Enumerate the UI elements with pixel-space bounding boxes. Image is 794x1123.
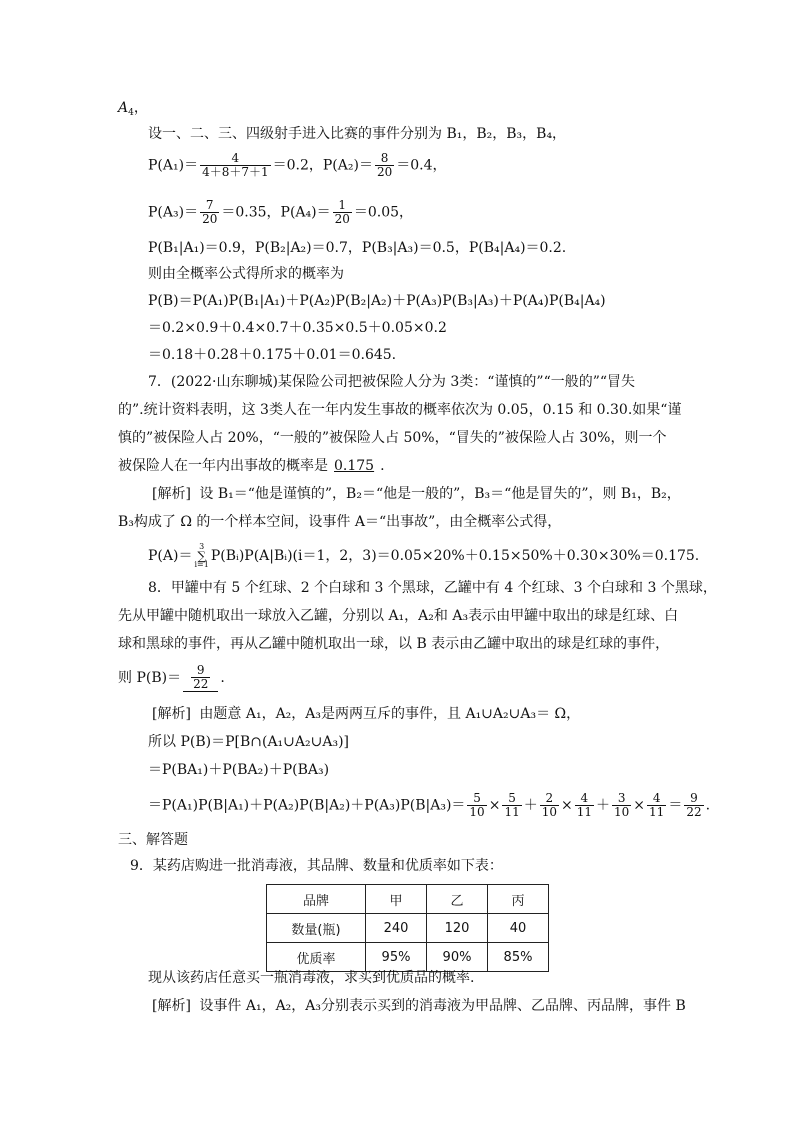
question-7-line: 慎的”被保险人占 20%，“一般的”被保险人占 50%，“冒失的”被保险人占 30%，则一个	[118, 430, 667, 446]
formula-line: ＝0.2×0.9＋0.4×0.7＋0.35×0.5＋0.05×0.2	[148, 320, 447, 336]
fraction: $\frac{9}{22}$	[686, 791, 702, 819]
question-8-line: 则 P(B)＝ $\frac{9}{22}$ .	[118, 663, 225, 691]
question-7-line: 7．(2022·山东聊城)某保险公司把被保险人分为 3类：“谨慎的”“一般的”“冒失	[148, 374, 636, 390]
table-cell: 90%	[427, 943, 488, 972]
fraction: $\frac{1}{20}$	[334, 198, 350, 226]
answer-blank: 0.175	[334, 458, 375, 474]
question-8-line: 先从甲罐中随机取出一球放入乙罐，分别以 A₁，A₂和 A₃表示由甲罐中取出的球是红球、白	[118, 608, 679, 624]
text-line: 则由全概率公式得所求的概率为	[148, 266, 344, 282]
solution-7-line: B₃构成了 Ω 的一个样本空间，设事件 A＝“出事故”，由全概率公式得，	[118, 514, 562, 530]
fraction: $\frac{7}{20}$	[202, 198, 218, 226]
fraction: $\frac{4}{11}$	[649, 791, 665, 819]
table-cell: 120	[427, 914, 488, 943]
question-7-line: 被保险人在一年内出事故的概率是 0.175 .	[118, 458, 385, 474]
solution-7-line: P(A)＝ 3 ∑ i=1 P(Bᵢ)P(A|Bᵢ)(i＝1，2，3)＝0.05×20%＋0.15×50%＋0.30×30%＝0.175.	[148, 542, 700, 569]
fraction: $\frac{4}{11}$	[576, 791, 593, 819]
formula-line: P(A₃)＝ $\frac{7}{20}$ ＝0.35，P(A₄)＝ $\frac{1}{20}$ ＝0.05，	[148, 198, 414, 226]
text-line: 设一、二、三、四级射手进入比赛的事件分别为 B₁，B₂，B₃，B₄，	[148, 126, 567, 142]
question-7-line: 的”.统计资料表明，这 3类人在一年内发生事故的概率依次为 0.05，0.15 和 0.30.如果“谨	[118, 402, 682, 418]
table-cell: 40	[488, 914, 549, 943]
solution-tag: [解析]	[152, 998, 191, 1014]
answer-fraction: $\frac{9}{22}$	[183, 664, 218, 692]
question-8-line: 8．甲罐中有 5 个红球、2 个白球和 3 个黑球，乙罐中有 4 个红球、3 个白球和 3 个黑球，	[148, 580, 717, 596]
section-heading: 三、解答题	[118, 832, 188, 848]
table-cell: 240	[366, 914, 427, 943]
formula-line: P(A₁)＝ $\frac{4}{4+8+7+1}$ ＝0.2，P(A₂)＝ $\frac{8}{20}$ ＝0.4，	[148, 151, 447, 179]
table-cell: 数量(瓶)	[267, 914, 366, 943]
table-cell: 丙	[488, 885, 549, 914]
fraction: $\frac{2}{10}$	[541, 791, 557, 819]
solution-7-line: [解析] 设 B₁＝“他是谨慎的”，B₂＝“他是一般的”，B₃＝“他是冒失的”，则 B₁，B₂，	[148, 484, 681, 504]
fraction: $\frac{8}{20}$	[376, 151, 393, 179]
solution-8-line: [解析] 由题意 A₁，A₂，A₃是两两互斥的事件，且 A₁∪A₂∪A₃＝ Ω，	[148, 704, 580, 724]
fraction: $\frac{5}{10}$	[469, 791, 485, 819]
question-9-line: 9．某药店购进一批消毒液，其品牌、数量和优质率如下表：	[130, 858, 503, 874]
text-line: P(B₁|A₁)＝0.9，P(B₂|A₂)＝0.7，P(B₃|A₃)＝0.5，P(B₄|A₄)＝0.2.	[148, 240, 567, 256]
solution-tag: [解析]	[152, 706, 191, 722]
table-cell: 85%	[488, 943, 549, 972]
brand-table	[266, 884, 549, 972]
fraction: $\frac{4}{4+8+7+1}$	[202, 151, 269, 179]
formula-line: ＝0.18＋0.28＋0.175＋0.01＝0.645.	[148, 347, 397, 363]
formula-line: P(B)＝P(A₁)P(B₁|A₁)＋P(A₂)P(B₂|A₂)＋P(A₃)P(B₃|A₃)＋P(A₄)P(B₄|A₄)	[148, 293, 606, 309]
solution-8-line: ＝P(BA₁)＋P(BA₂)＋P(BA₃)	[148, 762, 330, 778]
solution-tag: [解析]	[152, 486, 191, 502]
table-cell: 优质率	[267, 943, 366, 972]
fraction: $\frac{3}{10}$	[614, 791, 630, 819]
table-cell: 品牌	[267, 885, 366, 914]
question-8-line: 球和黑球的事件，再从乙罐中随机取出一球，以 B 表示由乙罐中取出的球是红球的事件，	[118, 636, 670, 652]
question-9-line: 现从该药店任意买一瓶消毒液，求买到优质品的概率.	[148, 970, 475, 986]
summation-sign: 3 ∑ i=1	[194, 542, 209, 569]
fraction: $\frac{5}{11}$	[504, 791, 520, 819]
table-cell: 乙	[427, 885, 488, 914]
solution-9-line: [解析] 设事件 A₁，A₂，A₃分别表示买到的消毒液为甲品牌、乙品牌、丙品牌，事件 B	[148, 996, 686, 1016]
table-row	[267, 914, 549, 943]
line-fragment: $A_4$，	[118, 100, 148, 118]
solution-8-line: 所以 P(B)＝P[B∩(A₁∪A₂∪A₃)]	[148, 734, 349, 750]
table-cell: 甲	[366, 885, 427, 914]
table-header-row	[267, 885, 549, 914]
solution-8-line: ＝P(A₁)P(B|A₁)＋P(A₂)P(B|A₂)＋P(A₃)P(B|A₃)＝ $\frac{5}{10}$ × $\frac{5}{11}$ ＋ $\frac{2}{10}$ × $\frac{4}{11}$ ＋ $\frac{3}{10}$ × $\frac{4}{11}$ ＝ $\frac{9}{22}$ .	[148, 791, 711, 819]
table-cell: 95%	[366, 943, 427, 972]
